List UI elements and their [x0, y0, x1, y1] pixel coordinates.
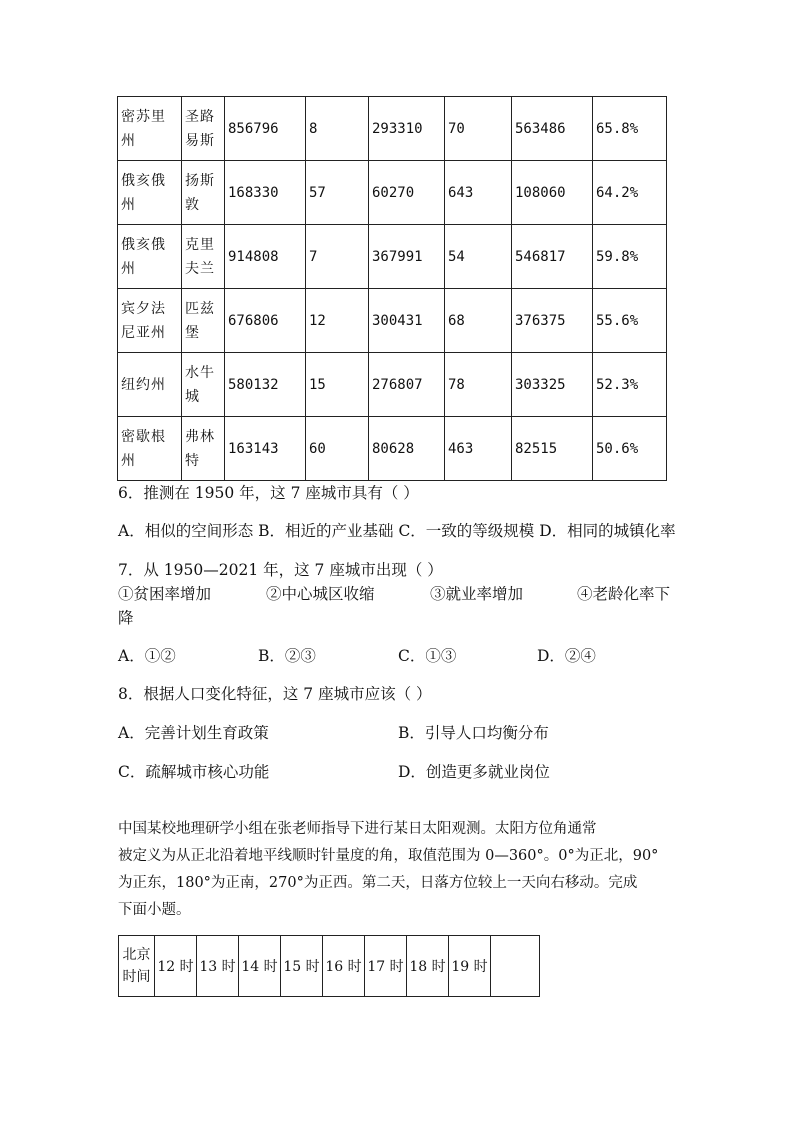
value-cell: 8	[306, 97, 369, 161]
time-header-line-2: 时间	[122, 969, 151, 985]
value-cell: 7	[306, 225, 369, 289]
city-text: 弗林	[185, 428, 215, 445]
passage-line: 中国某校地理研学小组在张老师指导下进行某日太阳观测。太阳方位角通常	[118, 821, 597, 837]
value-cell: 65.8%	[593, 97, 667, 161]
city-cell	[182, 353, 225, 417]
city-text: 敦	[185, 196, 200, 213]
state-cell	[118, 353, 182, 417]
hour-cell: 16 时	[323, 936, 365, 997]
city-cell	[182, 417, 225, 481]
question-7-option-b: B．②③	[258, 647, 316, 665]
table-row	[118, 417, 667, 481]
state-cell	[118, 225, 182, 289]
value-cell: 163143	[225, 417, 306, 481]
value-cell: 78	[445, 353, 512, 417]
value-cell: 60	[306, 417, 369, 481]
value-cell: 856796	[225, 97, 306, 161]
city-text: 匹兹	[185, 300, 215, 317]
question-8-option-c: C．疏解城市核心功能	[118, 763, 270, 781]
passage-line: 被定义为从正北沿着地平线顺时针量度的角，取值范围为 0—360°。0°为正北，90°	[118, 848, 659, 864]
state-text: 俄亥俄	[121, 172, 166, 189]
hour-cell: 18 时	[407, 936, 449, 997]
value-cell: 463	[445, 417, 512, 481]
value-cell: 546817	[512, 225, 593, 289]
passage-line: 下面小题。	[118, 902, 191, 918]
value-cell: 293310	[369, 97, 445, 161]
question-7-item-4: ④老龄化率下	[577, 585, 671, 603]
state-text: 州	[121, 260, 136, 277]
state-cell	[118, 97, 182, 161]
city-cell	[182, 161, 225, 225]
value-cell: 68	[445, 289, 512, 353]
value-cell: 108060	[512, 161, 593, 225]
value-cell: 55.6%	[593, 289, 667, 353]
value-cell: 303325	[512, 353, 593, 417]
question-7-item-1: ①贫困率增加	[118, 585, 212, 603]
value-cell: 367991	[369, 225, 445, 289]
question-8-option-a: A．完善计划生育政策	[118, 724, 269, 742]
state-text: 州	[121, 452, 136, 469]
hour-cell: 13 时	[197, 936, 239, 997]
value-cell: 15	[306, 353, 369, 417]
time-header-line-1: 北京	[122, 947, 151, 963]
city-cell	[182, 225, 225, 289]
question-6-stem: 6．推测在 1950 年，这 7 座城市具有（ ）	[118, 484, 419, 502]
hour-cell: 14 时	[239, 936, 281, 997]
table-row	[118, 353, 667, 417]
question-7-item-2: ②中心城区收缩	[266, 585, 375, 603]
hour-cell: 12 时	[155, 936, 197, 997]
table-row	[118, 161, 667, 225]
beijing-time-table	[118, 935, 540, 997]
value-cell: 168330	[225, 161, 306, 225]
question-7-item-4-wrap: 降	[118, 609, 134, 627]
value-cell: 57	[306, 161, 369, 225]
city-text: 水牛	[185, 364, 215, 381]
question-8-stem: 8．根据人口变化特征，这 7 座城市应该（ ）	[118, 685, 432, 703]
hour-cell: 15 时	[281, 936, 323, 997]
city-text: 夫兰	[185, 260, 215, 277]
city-text: 城	[185, 388, 200, 405]
value-cell: 563486	[512, 97, 593, 161]
question-8-option-b: B．引导人口均衡分布	[398, 724, 549, 742]
table-row	[118, 289, 667, 353]
question-7-option-d: D．②④	[537, 647, 596, 665]
question-6-options: A．相似的空间形态 B．相近的产业基础 C．一致的等级规模 D．相同的城镇化率	[118, 522, 676, 540]
table-row	[118, 97, 667, 161]
passage-line: 为正东，180°为正南，270°为正西。第二天，日落方位较上一天向右移动。完成	[118, 875, 638, 891]
city-cell	[182, 97, 225, 161]
value-cell: 914808	[225, 225, 306, 289]
question-7-item-3: ③就业率增加	[430, 585, 524, 603]
state-cell	[118, 161, 182, 225]
state-text: 州	[121, 132, 136, 149]
question-7-stem: 7．从 1950—2021 年，这 7 座城市出现（ ）	[118, 561, 443, 579]
city-text: 扬斯	[185, 172, 215, 189]
state-cell	[118, 417, 182, 481]
question-7-option-a: A．①②	[118, 647, 176, 665]
city-text: 特	[185, 452, 200, 469]
value-cell: 64.2%	[593, 161, 667, 225]
value-cell: 70	[445, 97, 512, 161]
hour-cell: 17 时	[365, 936, 407, 997]
city-text: 克里	[185, 236, 215, 253]
value-cell: 54	[445, 225, 512, 289]
state-text: 尼亚州	[121, 324, 166, 341]
value-cell: 643	[445, 161, 512, 225]
value-cell: 676806	[225, 289, 306, 353]
value-cell: 580132	[225, 353, 306, 417]
value-cell: 12	[306, 289, 369, 353]
state-text: 宾夕法	[121, 300, 166, 317]
city-data-table	[117, 96, 667, 481]
time-table-header	[119, 936, 155, 997]
city-text: 易斯	[185, 132, 215, 149]
state-text: 州	[121, 196, 136, 213]
city-text: 堡	[185, 324, 200, 341]
hour-cell: 19 时	[449, 936, 491, 997]
value-cell: 59.8%	[593, 225, 667, 289]
value-cell: 50.6%	[593, 417, 667, 481]
solar-observation-passage	[118, 816, 678, 924]
value-cell: 80628	[369, 417, 445, 481]
state-text: 密苏里	[121, 108, 166, 125]
table-row	[118, 225, 667, 289]
state-text: 纽约州	[121, 376, 166, 393]
state-cell	[118, 289, 182, 353]
question-8-option-d: D．创造更多就业岗位	[398, 763, 550, 781]
value-cell: 300431	[369, 289, 445, 353]
city-cell	[182, 289, 225, 353]
blank-cell	[491, 936, 540, 997]
question-7-option-c: C．①③	[398, 647, 457, 665]
state-text: 密歇根	[121, 428, 166, 445]
value-cell: 276807	[369, 353, 445, 417]
value-cell: 60270	[369, 161, 445, 225]
value-cell: 376375	[512, 289, 593, 353]
city-text: 圣路	[185, 108, 215, 125]
state-text: 俄亥俄	[121, 236, 166, 253]
value-cell: 52.3%	[593, 353, 667, 417]
value-cell: 82515	[512, 417, 593, 481]
